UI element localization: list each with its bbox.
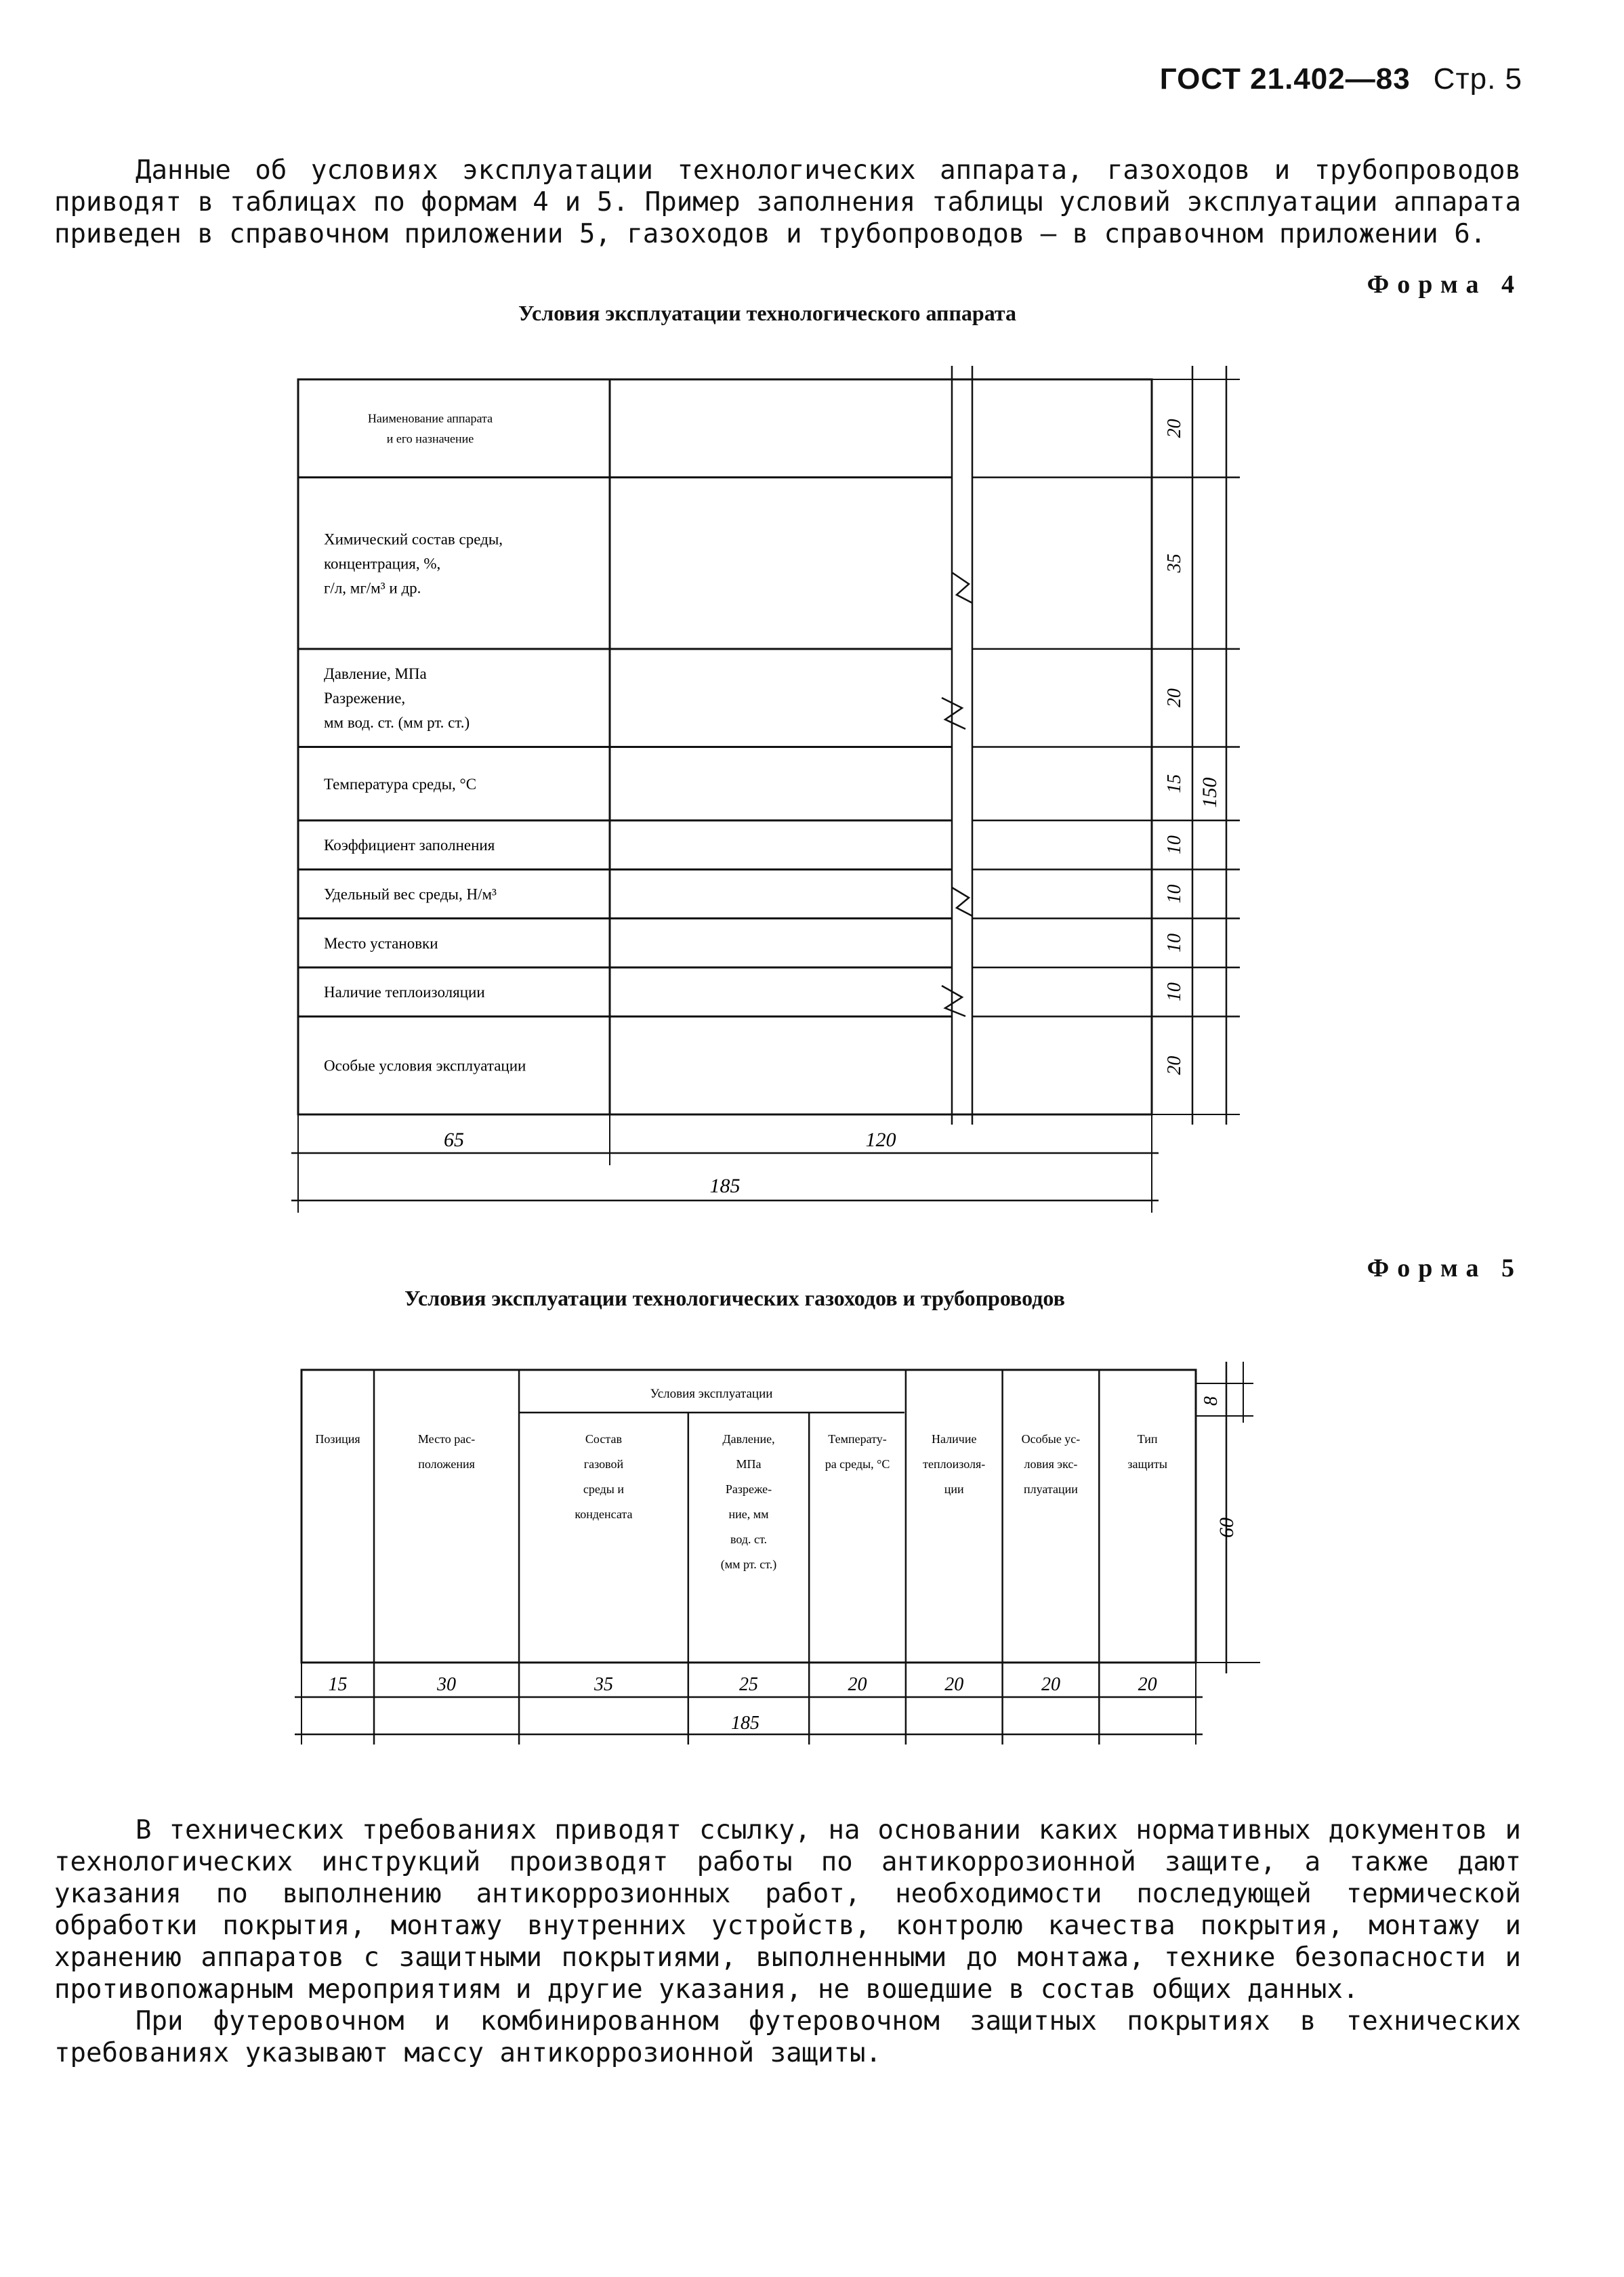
form4-row-label: г/л, мг/м³ и др.: [324, 579, 421, 597]
form5-total-width: 185: [731, 1713, 759, 1734]
form4-label: Форма 4: [1367, 270, 1522, 299]
form5-column-width: 20: [1138, 1674, 1157, 1695]
standard-number: ГОСТ 21.402—83: [1159, 62, 1411, 96]
form4-row-label: Температура среды, °С: [324, 775, 477, 793]
form5-column-header: ловия экс-: [1024, 1457, 1078, 1471]
form5-group-header: Условия эксплуатации: [650, 1387, 773, 1401]
form5-column-header: Давление,: [722, 1432, 775, 1446]
page-number: Стр. 5: [1433, 62, 1522, 96]
form5-column-header: ра среды, °С: [825, 1457, 890, 1471]
form4-width-left: 65: [444, 1129, 464, 1151]
form5-column-header: Особые ус-: [1021, 1432, 1081, 1446]
form5-column-header: Наличие: [932, 1432, 977, 1446]
form4-row-label: Место установки: [324, 934, 438, 952]
form4-row-label: мм вод. ст. (мм рт. ст.): [324, 714, 470, 732]
form5-column-header: вод. ст.: [730, 1532, 768, 1546]
form5-column-width: 20: [848, 1674, 867, 1695]
form5-column-header: Разреже-: [725, 1482, 772, 1496]
form5-column-header: Температу-: [828, 1432, 887, 1446]
form5-column-header: Тип: [1137, 1432, 1158, 1446]
form5-label: Форма 5: [1367, 1254, 1522, 1282]
form4-row-dimension: 10: [1164, 933, 1185, 953]
form5-column-header: газовой: [583, 1457, 624, 1471]
form5-column-header: Место рас-: [417, 1432, 476, 1446]
form4-row-label: Коэффициент заполнения: [324, 837, 495, 854]
form4-row-label: Химический состав среды,: [324, 530, 503, 548]
form5-column-width: 35: [594, 1674, 613, 1695]
form4-row-label: Наименование аппарата: [367, 411, 493, 425]
form5-column-header: (мм рт. ст.): [720, 1558, 777, 1571]
form5-title: Условия эксплуатации технологических газоходов и трубопроводов: [404, 1286, 1065, 1310]
form5-column-header: Позиция: [315, 1432, 360, 1446]
lining-paragraph: При футеровочном и комбинированном футеровочном защитных покрытиях в технических требованиях указывают массу антикоррозионной защиты.: [54, 2006, 1521, 2068]
form5-total-height: 60: [1215, 1518, 1238, 1538]
form5-column-header: Состав: [585, 1432, 622, 1446]
form4-row-label: Разрежение,: [324, 690, 406, 707]
form4-row-dimension: 20: [1164, 1056, 1185, 1075]
form5-column-header: МПа: [736, 1457, 762, 1471]
form5-column-header: конденсата: [575, 1507, 633, 1521]
form4-row-dimension: 20: [1164, 688, 1185, 708]
form4-row-dimension: 10: [1164, 884, 1185, 904]
form5-column-header: защиты: [1127, 1457, 1167, 1471]
form4-row-dimension: 10: [1164, 835, 1185, 855]
form4-total-height: 150: [1199, 777, 1221, 808]
form5-column-header: теплоизоля-: [923, 1457, 986, 1471]
form4-row-dimension: 35: [1164, 553, 1185, 573]
intro-paragraph: Данные об условиях эксплуатации технологических аппарата, газоходов и трубопроводов приводят в таблицах по формам 4 и 5. Пример заполнения таблицы условий эксплуатации аппарата приведен в справочном приложении 5, газоходов и трубопроводов — в справочном приложении 6.: [54, 155, 1521, 249]
form4-row-label: Давление, МПа: [324, 665, 427, 683]
form5-column-width: 20: [1041, 1674, 1060, 1695]
form5-column-width: 30: [437, 1674, 457, 1695]
form5-column-width: 25: [739, 1674, 758, 1695]
form4-total-width: 185: [709, 1175, 741, 1197]
form4-rows: [298, 412, 1240, 1074]
tech-requirements-paragraph: В технических требованиях приводят ссылку, на основании каких нормативных документов и технологических инструкций производят работы по антикоррозионной защите, а также дают указания по выполнению антикоррозионных работ, необходимости последующей термической обработки покрытия, монтажу внутренних устройств, контролю качества покрытия, монтажу и хранению аппаратов с защитными покрытиями, выполненными до монтажа, технике безопасности и противопожарным мероприятиям и другие указания, не вошедшие в состав общих данных.: [54, 1815, 1521, 2005]
form5-column-header: ние, мм: [728, 1507, 769, 1521]
form5-header-height: 8: [1201, 1396, 1222, 1406]
form4-row-label: Удельный вес среды, Н/м³: [324, 885, 497, 903]
form5-column-header: ции: [944, 1482, 964, 1496]
form5-column-header: плуатации: [1024, 1482, 1078, 1496]
form4-row-label: концентрация, %,: [324, 555, 441, 572]
form4-row-label: и его назначение: [386, 432, 474, 446]
form5-column-width: 20: [944, 1674, 964, 1695]
form4-row-label: Наличие теплоизоляции: [324, 984, 485, 1001]
form5-column-header: среды и: [583, 1482, 625, 1496]
form4-row-dimension: 20: [1164, 419, 1185, 438]
form5-column-width: 15: [328, 1674, 348, 1695]
form4-title: Условия эксплуатации технологического аппарата: [518, 301, 1016, 325]
form5-column-header: положения: [418, 1457, 475, 1471]
form4-width-right: 120: [865, 1129, 896, 1151]
form4-row-label: Особые условия эксплуатации: [324, 1057, 526, 1074]
form4-row-dimension: 15: [1164, 774, 1185, 793]
form4-row-dimension: 10: [1164, 982, 1185, 1002]
